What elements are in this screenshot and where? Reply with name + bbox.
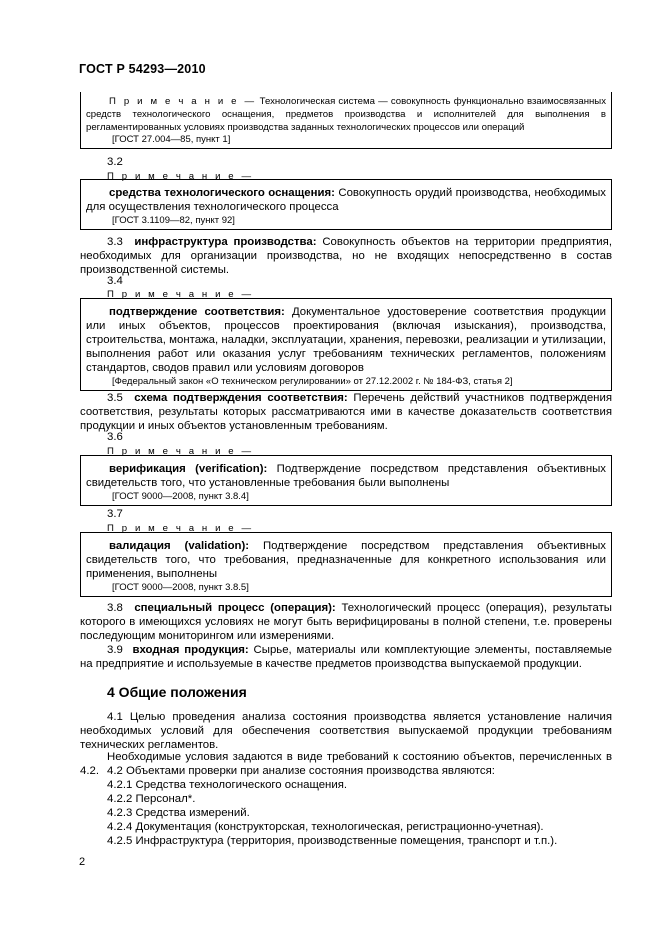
note-label: П р и м е ч а н и е — bbox=[107, 289, 254, 300]
list-item: 4.2.2 Персонал*. bbox=[107, 793, 196, 805]
term-number: 3.4 bbox=[107, 275, 123, 287]
page-number: 2 bbox=[79, 856, 86, 868]
term-number: 3.6 bbox=[107, 431, 123, 443]
document-header: ГОСТ Р 54293—2010 bbox=[79, 62, 206, 76]
term-number: 3.2 bbox=[107, 156, 123, 168]
term-box-3-7 bbox=[80, 532, 612, 597]
term-number: 3.7 bbox=[107, 508, 123, 520]
term-name: верификация (verification): bbox=[109, 463, 268, 475]
paragraph-3-3: 3.3 инфраструктура производства: Совокупность объектов на территории предприятия, необходимых для организации производства, но не входящих непосредственно в состав производственной системы. bbox=[80, 236, 612, 276]
note-label: П р и м е ч а н и е — bbox=[107, 171, 254, 182]
section-title: 4 Общие положения bbox=[107, 684, 247, 700]
term-definition: Совокупность объектов на территории предприятия, необходимых для организации производства, но не входящих непосредственно в состав производственной системы. bbox=[80, 236, 612, 276]
paragraph-3-8: 3.8 специальный процесс (операция): Технологический процесс (операция), результаты которого в имеющихся условиях не могут быть верифицированы в полной степени, т.е. проверены последующим мониторингом или измерениями. bbox=[80, 602, 612, 642]
term-definition: Перечень действий участников подтверждения соответствия, результаты которых рассматриваются ими в качестве доказательств соответствия продукции и иных объектов установленным требованиям. bbox=[80, 392, 612, 432]
term-name: входная продукция: bbox=[132, 644, 249, 656]
term-source: [ГОСТ 3.1109—82, пункт 92] bbox=[112, 215, 235, 226]
paragraph-3-9: 3.9 входная продукция: Сырье, материалы или комплектующие элементы, поставляемые на предприятие и используемые в качестве предметов производства выпускаемой продукции. bbox=[80, 644, 612, 670]
list-item: 4.2.1 Средства технологического оснащения. bbox=[107, 779, 348, 791]
note-source: [ГОСТ 27.004—85, пункт 1] bbox=[112, 134, 231, 145]
term-definition: Технологический процесс (операция), результаты которого в имеющихся условиях не могут быть верифицированы в полной степени, т.е. проверены последующим мониторингом или измерениями. bbox=[80, 602, 612, 642]
term-box-3-2 bbox=[80, 179, 612, 230]
note-label: П р и м е ч а н и е — bbox=[107, 523, 254, 534]
note-label: П р и м е ч а н и е — bbox=[107, 446, 254, 457]
note-label: П р и м е ч а н и е — bbox=[109, 96, 257, 107]
term-name: подтверждение соответствия: bbox=[109, 306, 285, 318]
term-name: специальный процесс (операция): bbox=[134, 602, 336, 614]
note-box-top bbox=[80, 92, 612, 149]
term-name: валидация (validation): bbox=[109, 540, 250, 552]
list-item: 4.2.3 Средства измерений. bbox=[107, 807, 250, 819]
term-definition: Подтверждение посредством представления объективных свидетельств того, что установленные требования были выполнены bbox=[86, 463, 606, 489]
term-source: [ГОСТ 9000—2008, пункт 3.8.4] bbox=[112, 491, 249, 502]
term-box-3-6 bbox=[80, 455, 612, 506]
paragraph-4-1: 4.1 Целью проведения анализа состояния производства является установление наличия необходимых условий для обеспечения соответствия выпускаемой продукции требованиям технических регламентов. bbox=[80, 711, 612, 751]
note-text: П р и м е ч а н и е — Технологическая система — совокупность функционально взаимосвязанных средств технологического оснащения, предметов производства и исполнителей для выполнения в регламентированных условиях производства заданных технологических процессов или операций bbox=[86, 96, 607, 133]
term-definition: Подтверждение посредством представления объективных свидетельств того, что требования, предназначенные для конкретного использования или применения, выполнены bbox=[86, 540, 606, 580]
term-name: средства технологического оснащения: bbox=[109, 187, 335, 199]
paragraph-3-5: 3.5 схема подтверждения соответствия: Перечень действий участников подтверждения соответствия, результаты которых рассматриваются ими в качестве доказательств соответствия продукции и иных объектов установленным требованиям. bbox=[80, 392, 612, 432]
paragraph-4-1-b: Необходимые условия задаются в виде требований к состоянию объектов, перечисленных в 4.2. bbox=[80, 751, 612, 777]
term-name: инфраструктура производства: bbox=[134, 236, 317, 248]
term-box-3-4 bbox=[80, 298, 612, 391]
term-definition: Сырье, материалы или комплектующие элементы, поставляемые на предприятие и используемые в качестве предметов производства выпускаемой продукции. bbox=[80, 644, 612, 670]
term-definition: Документальное удостоверение соответствия продукции или иных объектов, процессов проектирования (включая изыскания), производства, строительства, монтажа, наладки, эксплуатации, хранения, перевозки, реализации и утилизации, выполнения работ или оказания услуг требованиям технических регламентов, положениям стандартов, сводов правил или условиям договоров bbox=[86, 306, 606, 374]
term-name: схема подтверждения соответствия: bbox=[134, 392, 348, 404]
paragraph-4-2: 4.2 Объектами проверки при анализе состояния производства являются: bbox=[107, 765, 495, 777]
term-source: [Федеральный закон «О техническом регулировании» от 27.12.2002 г. № 184-ФЗ, статья 2] bbox=[112, 376, 513, 387]
term-definition: Совокупность орудий производства, необходимых для осуществления технологического процесса bbox=[86, 187, 606, 213]
list-item: 4.2.5 Инфраструктура (территория, производственные помещения, транспорт и т.п.). bbox=[107, 835, 558, 847]
list-item: 4.2.4 Документация (конструкторская, технологическая, регистрационно-учетная). bbox=[107, 821, 544, 833]
term-source: [ГОСТ 9000—2008, пункт 3.8.5] bbox=[112, 582, 249, 593]
